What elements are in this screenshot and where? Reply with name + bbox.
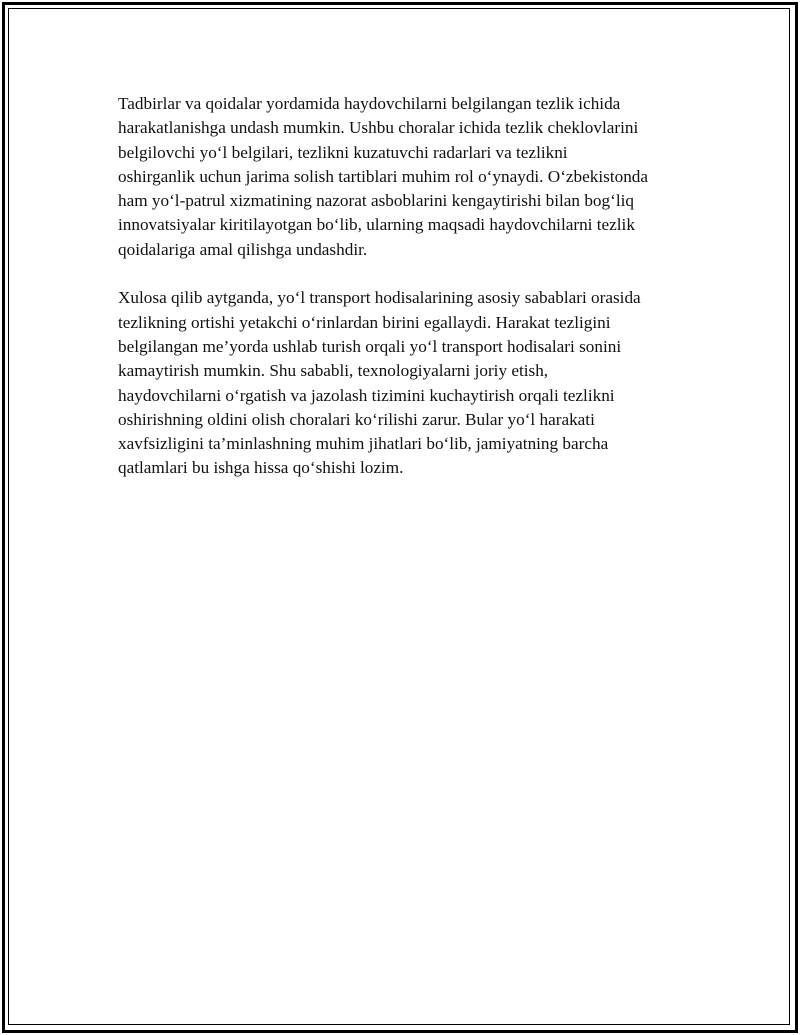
text-line: innovatsiyalar kiritilayotgan bo‘lib, ularning maqsadi haydovchilarni tezlik <box>118 215 635 235</box>
text-line: kamaytirish mumkin. Shu sababli, texnologiyalarni joriy etish, <box>118 361 549 381</box>
text-line: belgilangan me’yorda ushlab turish orqali yo‘l transport hodisalari sonini <box>118 336 622 356</box>
paragraph-conclusion <box>118 286 698 480</box>
text-line: harakatlanishga undash mumkin. Ushbu choralar ichida tezlik cheklovlarini <box>118 118 639 138</box>
text-line: qatlamlari bu ishga hissa qo‘shishi lozim. <box>118 458 404 478</box>
text-line: ham yo‘l-patrul xizmatining nazorat asboblarini kengaytirishi bilan bog‘liq <box>118 191 634 211</box>
text-line: oshirganlik uchun jarima solish tartiblari muhim rol o‘ynaydi. O‘zbekistonda <box>118 166 649 186</box>
document-body <box>118 92 698 505</box>
text-line: tezlikning ortishi yetakchi o‘rinlardan birini egallaydi. Harakat tezligini <box>118 312 611 332</box>
text-line: qoidalariga amal qilishga undashdir. <box>118 239 368 259</box>
text-line: xavfsizligini ta’minlashning muhim jihatlari bo‘lib, jamiyatning barcha <box>118 434 609 454</box>
text-line: belgilovchi yo‘l belgilari, tezlikni kuzatuvchi radarlari va tezlikni <box>118 142 568 162</box>
text-line: Tadbirlar va qoidalar yordamida haydovchilarni belgilangan tezlik ichida <box>118 94 621 113</box>
text-line: oshirishning oldini olish choralari ko‘rilishi zarur. Bular yo‘l harakati <box>118 409 595 429</box>
text-line: haydovchilarni o‘rgatish va jazolash tizimini kuchaytirish orqali tezlikni <box>118 385 615 405</box>
text-line: Xulosa qilib aytganda, yo‘l transport hodisalarining asosiy sabablari orasida <box>118 288 641 308</box>
paragraph-speed-measures <box>118 92 698 262</box>
